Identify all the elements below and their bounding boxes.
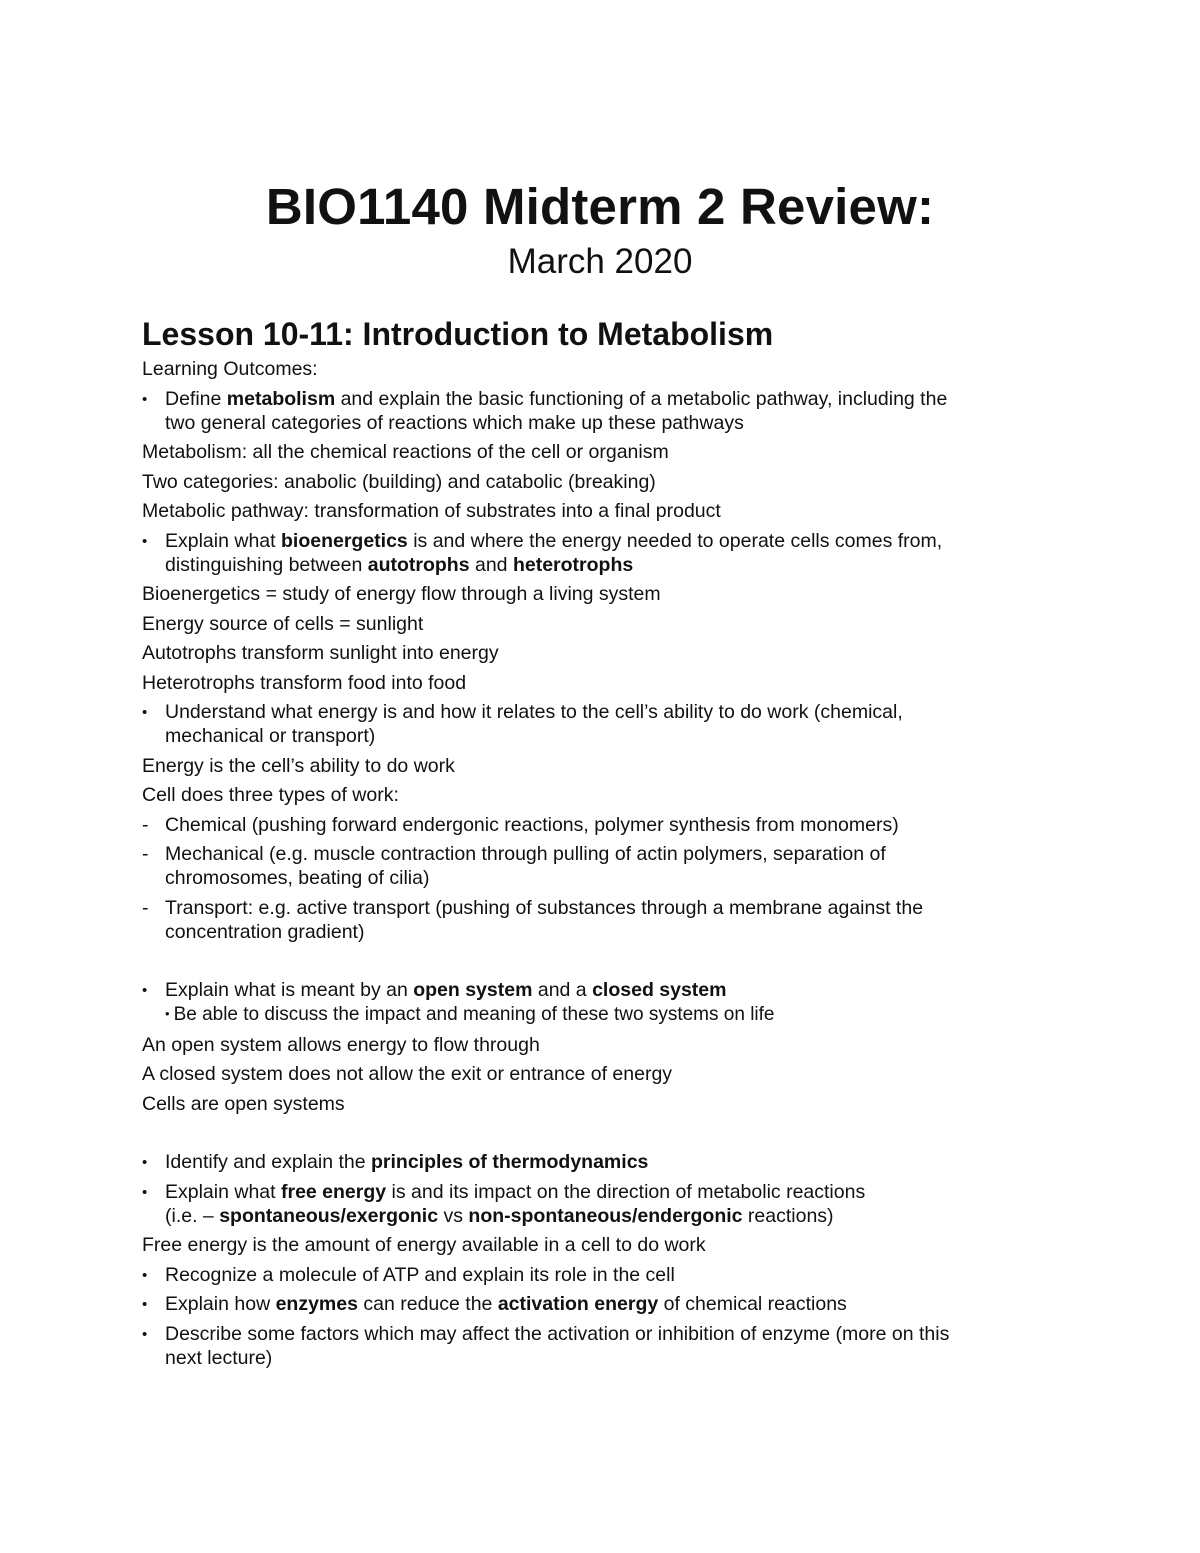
- term-free-energy: free energy: [280, 1180, 387, 1203]
- outcome-bullet-enzymes: • Explain how enzymes can reduce the activation energy of chemical reactions: [142, 1293, 847, 1315]
- document-date: March 2020: [507, 242, 693, 281]
- spacer: [142, 1116, 1052, 1145]
- dash-marker: -: [142, 896, 149, 919]
- outcome-bullet-free-energy: • Explain what free energy is and its impact on the direction of metabolic reactions (i.e. – spontaneous/exergonic vs non-spontaneous/endergonic reactions): [142, 1180, 866, 1227]
- term-heterotrophs: heterotrophs: [512, 553, 634, 576]
- outcome-bullet-thermodynamics: • Identify and explain the principles of thermodynamics: [142, 1151, 649, 1173]
- note-line: Autotrophs transform sunlight into energy: [142, 642, 499, 664]
- note-line: Cell does three types of work:: [142, 784, 399, 806]
- bullet-marker: •: [142, 532, 148, 550]
- term-endergonic: non-spontaneous/endergonic: [468, 1204, 743, 1227]
- bullet-marker: •: [142, 1154, 148, 1171]
- outcome-bullet-metabolism: • Define metabolism and explain the basic functioning of a metabolic pathway, including the two general categories of reactions which make up these pathways: [142, 387, 948, 434]
- note-line: A closed system does not allow the exit or entrance of energy: [142, 1063, 673, 1085]
- bullet-marker: •: [142, 704, 148, 721]
- outcome-bullet-atp: • Recognize a molecule of ATP and explain its role in the cell: [142, 1263, 675, 1286]
- outcome-bullet-enzyme-factors: • Describe some factors which may affect the activation or inhibition of enzyme (more on this next lecture): [142, 1322, 950, 1369]
- term-thermodynamics: principles of thermodynamics: [370, 1151, 649, 1173]
- bullet-marker: •: [142, 982, 148, 999]
- term-activation-energy: activation energy: [497, 1293, 659, 1315]
- work-type-chemical: - Chemical (pushing forward endergonic reactions, polymer synthesis from monomers): [142, 813, 899, 836]
- term-exergonic: spontaneous/exergonic: [219, 1204, 439, 1227]
- sub-bullet: • Be able to discuss the impact and meaning of these two systems on life: [165, 1004, 775, 1025]
- section-body: [142, 357, 1052, 1370]
- document-title: BIO1140 Midterm 2 Review:: [265, 178, 935, 235]
- term-closed-system: closed system: [592, 979, 727, 1001]
- bullet-marker: •: [142, 1183, 148, 1201]
- outcome-bullet-bioenergetics: • Explain what bioenergetics is and where the energy needed to operate cells comes from, distinguishing between autotrophs and heterotrophs: [142, 529, 943, 576]
- note-line: Energy is the cell’s ability to do work: [142, 754, 455, 777]
- note-line: Bioenergetics = study of energy flow through a living system: [142, 583, 661, 605]
- note-line: Heterotrophs transform food into food: [142, 671, 467, 694]
- bullet-marker: •: [142, 1266, 148, 1284]
- term-open-system: open system: [413, 979, 533, 1001]
- learning-outcomes-label: Learning Outcomes:: [142, 358, 318, 380]
- work-type-mechanical: - Mechanical (e.g. muscle contraction through pulling of actin polymers, separation of chromosomes, beating of cilia): [142, 843, 886, 889]
- spacer: [142, 944, 1052, 973]
- note-line: Free energy is the amount of energy available in a cell to do work: [142, 1234, 706, 1256]
- term-enzymes: enzymes: [275, 1293, 358, 1315]
- bullet-marker: •: [142, 1296, 148, 1313]
- note-line: Metabolic pathway: transformation of substrates into a final product: [142, 500, 721, 522]
- note-line: Energy source of cells = sunlight: [142, 612, 424, 635]
- outcome-bullet-energy: • Understand what energy is and how it relates to the cell’s ability to do work (chemical, mechanical or transport): [142, 701, 903, 747]
- term-autotrophs: autotrophs: [367, 553, 470, 576]
- work-type-transport: - Transport: e.g. active transport (pushing of substances through a membrane against the concentration gradient): [142, 896, 924, 943]
- note-line: Metabolism: all the chemical reactions of the cell or organism: [142, 441, 669, 463]
- note-line: An open system allows energy to flow through: [142, 1033, 540, 1056]
- dash-marker: -: [142, 843, 149, 865]
- sub-bullet-marker: •: [165, 1006, 170, 1021]
- bullet-marker: •: [142, 1325, 148, 1343]
- term-metabolism: metabolism: [226, 387, 336, 410]
- note-line: Two categories: anabolic (building) and catabolic (breaking): [142, 470, 656, 493]
- dash-marker: -: [142, 813, 149, 836]
- section-heading: Lesson 10-11: Introduction to Metabolism: [142, 316, 774, 352]
- term-bioenergetics: bioenergetics: [280, 529, 408, 552]
- note-line: Cells are open systems: [142, 1092, 345, 1115]
- bullet-marker: •: [142, 390, 148, 408]
- outcome-bullet-systems: • Explain what is meant by an open system and a closed system • Be able to discuss the impact and meaning of these two systems on life: [142, 978, 1052, 1027]
